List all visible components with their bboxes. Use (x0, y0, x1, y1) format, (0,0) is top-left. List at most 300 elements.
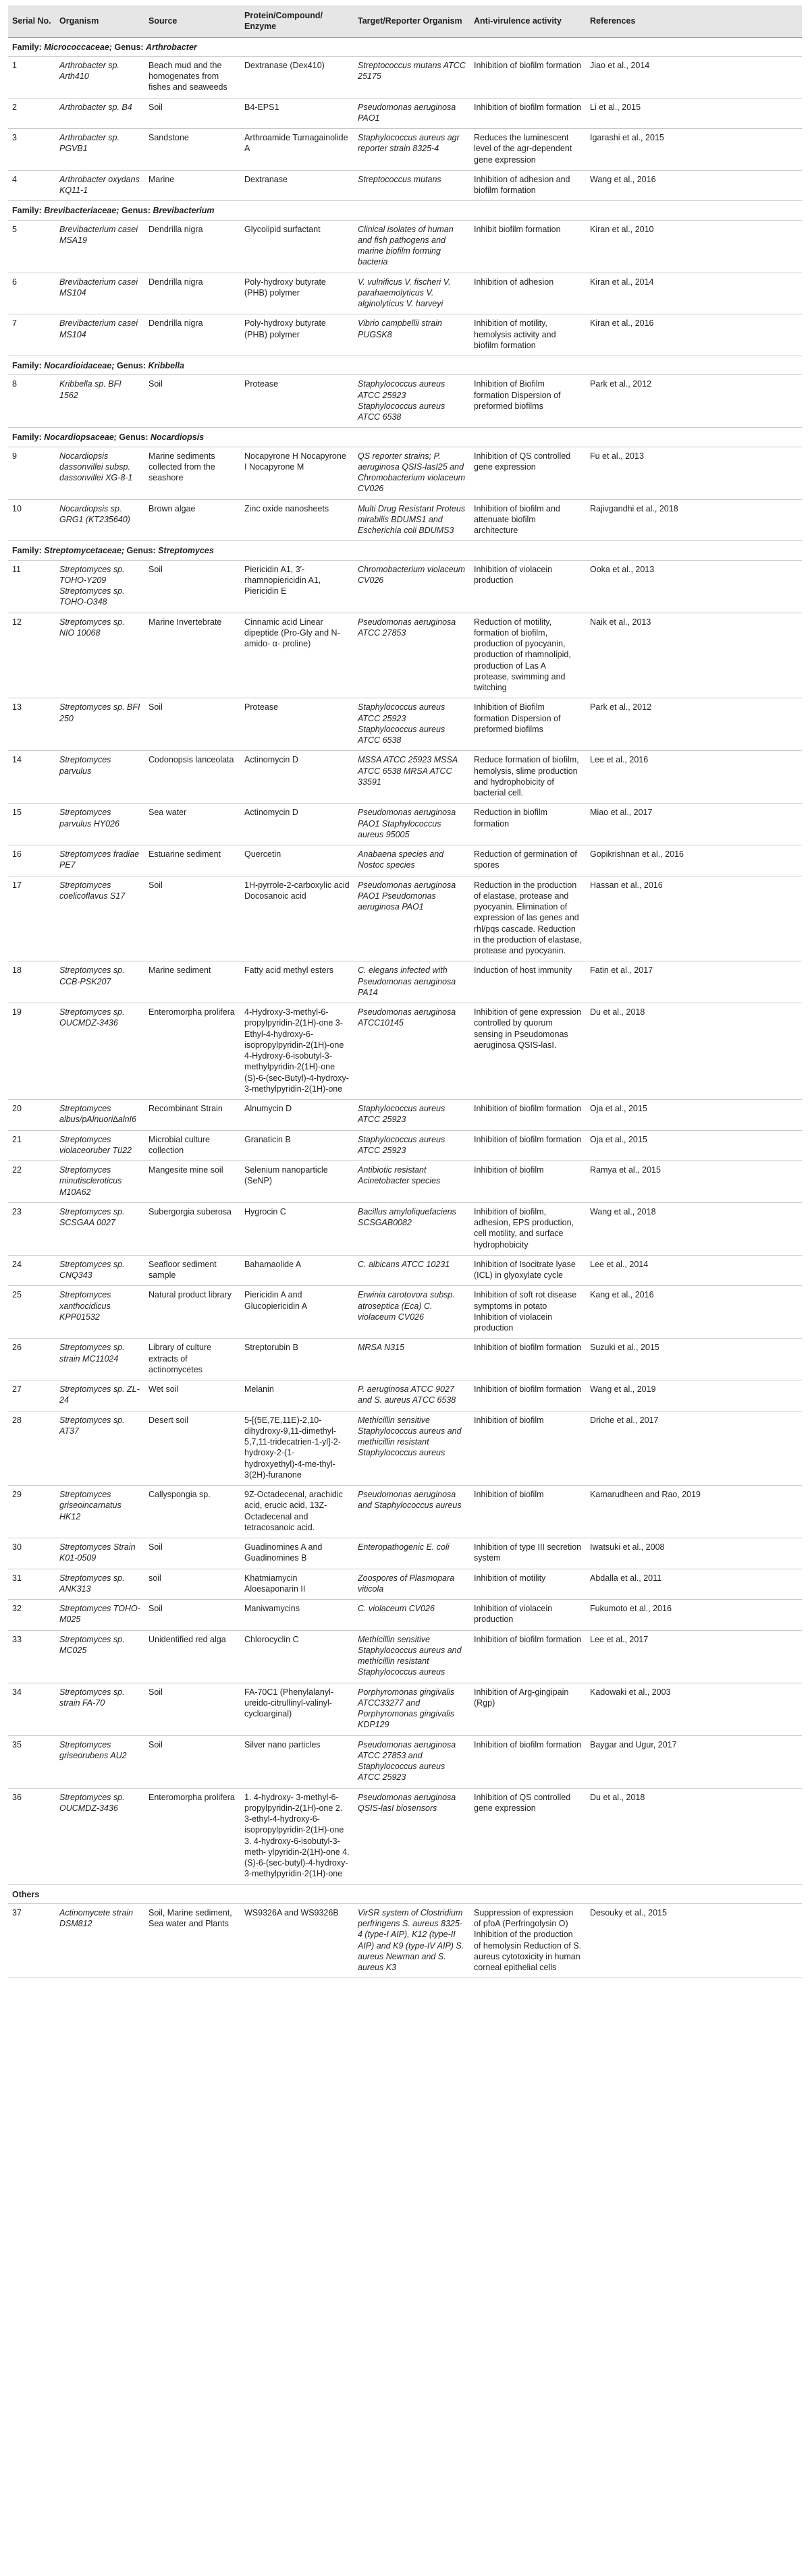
cell-compound: Poly-hydroxy butyrate (PHB) polymer (240, 273, 354, 314)
cell-target: C. elegans infected with Pseudomonas aeruginosa PA14 (354, 961, 470, 1003)
cell-activity: Inhibition of Biofilm formation Dispersion of preformed biofilms (470, 375, 586, 428)
cell-serial-no: 12 (8, 613, 55, 698)
cell-compound: Khatmiamycin Aloesaponarin II (240, 1569, 354, 1600)
cell-source: soil (144, 1569, 240, 1600)
cell-target: Methicillin sensitive Staphylococcus aureus and methicillin resistant Staphylococcus aureus (354, 1630, 470, 1683)
cell-activity: Inhibition of QS controlled gene expression (470, 447, 586, 499)
header-serial-no: Serial No. (8, 5, 55, 37)
cell-serial-no: 7 (8, 314, 55, 356)
cell-serial-no: 36 (8, 1788, 55, 1884)
cell-organism: Streptomyces sp. MC025 (55, 1630, 144, 1683)
cell-organism: Arthrobacter sp. B4 (55, 98, 144, 129)
cell-source: Beach mud and the homogenates from fishes and seaweeds (144, 56, 240, 98)
cell-source: Unidentified red alga (144, 1630, 240, 1683)
cell-activity: Inhibition of biofilm formation (470, 1339, 586, 1380)
cell-compound: FA-70C1 (Phenylalanyl-ureido-citrullinyl-valinyl-cycloarginal) (240, 1683, 354, 1735)
table-row (8, 876, 802, 961)
cell-activity: Inhibition of biofilm (470, 1161, 586, 1203)
cell-target: V. vulnificus V. fischeri V. parahaemolyticus V. alginolyticus V. harveyi (354, 273, 470, 314)
table-row (8, 845, 802, 876)
cell-organism: Kribbella sp. BFI 1562 (55, 375, 144, 428)
genus-label: Genus: (114, 42, 144, 52)
family-name: Streptomycetaceae; (44, 546, 125, 556)
cell-source: Wet soil (144, 1380, 240, 1411)
genus-name: Streptomyces (158, 546, 214, 556)
cell-activity: Inhibition of type III secretion system (470, 1538, 586, 1569)
cell-organism: Streptomyces sp. OUCMDZ-3436 (55, 1788, 144, 1884)
cell-compound: Actinomycin D (240, 804, 354, 845)
family-row (8, 1884, 802, 1903)
table-row (8, 220, 802, 273)
cell-serial-no: 6 (8, 273, 55, 314)
cell-organism: Streptomyces sp. SCSGAA 0027 (55, 1202, 144, 1255)
cell-organism: Actinomycete strain DSM812 (55, 1903, 144, 1978)
cell-serial-no: 3 (8, 129, 55, 171)
cell-compound: Maniwamycins (240, 1600, 354, 1631)
table-row (8, 129, 802, 171)
cell-target: Streptococcus mutans ATCC 25175 (354, 56, 470, 98)
cell-activity: Inhibition of biofilm (470, 1486, 586, 1538)
cell-serial-no: 28 (8, 1411, 55, 1486)
cell-serial-no: 5 (8, 220, 55, 273)
cell-serial-no: 35 (8, 1735, 55, 1788)
cell-reference: Kiran et al., 2010 (586, 220, 802, 273)
cell-serial-no: 18 (8, 961, 55, 1003)
cell-source: Microbial culture collection (144, 1130, 240, 1161)
cell-compound: WS9326A and WS9326B (240, 1903, 354, 1978)
family-heading (8, 356, 802, 375)
table-row (8, 1202, 802, 1255)
cell-activity: Reduction of motility, formation of biofilm, production of pyocyanin, production of rhamnolipid, production of Las A protease, swimming and twitching (470, 613, 586, 698)
cell-compound: Arthroamide Turnagainolide A (240, 129, 354, 171)
cell-reference: Igarashi et al., 2015 (586, 129, 802, 171)
cell-target: Methicillin sensitive Staphylococcus aureus and methicillin resistant Staphylococcus aureus (354, 1411, 470, 1486)
cell-serial-no: 26 (8, 1339, 55, 1380)
cell-activity: Inhibition of biofilm formation (470, 1630, 586, 1683)
cell-reference: Driche et al., 2017 (586, 1411, 802, 1486)
family-label: Family: (12, 42, 42, 52)
cell-compound: Cinnamic acid Linear dipeptide (Pro-Gly and N-amido- α- proline) (240, 613, 354, 698)
cell-reference: Kang et al., 2016 (586, 1286, 802, 1339)
cell-compound: Hygrocin C (240, 1202, 354, 1255)
cell-activity: Inhibition of Isocitrate lyase (ICL) in glyoxylate cycle (470, 1255, 586, 1286)
cell-serial-no: 31 (8, 1569, 55, 1600)
genus-name: Nocardiopsis (150, 432, 205, 443)
table-row (8, 560, 802, 613)
cell-source: Soil (144, 1538, 240, 1569)
cell-target: Pseudomonas aeruginosa ATCC 27853 (354, 613, 470, 698)
cell-activity: Induction of host immunity (470, 961, 586, 1003)
table-row (8, 314, 802, 356)
family-name: Nocardiopsaceae; (44, 432, 117, 443)
cell-reference: Jiao et al., 2014 (586, 56, 802, 98)
cell-serial-no: 14 (8, 751, 55, 804)
cell-target: Pseudomonas aeruginosa PAO1 Pseudomonas aeruginosa PAO1 (354, 876, 470, 961)
cell-source: Marine sediments collected from the seashore (144, 447, 240, 499)
family-row (8, 541, 802, 560)
cell-compound: B4-EPS1 (240, 98, 354, 129)
cell-target: C. violaceum CV026 (354, 1600, 470, 1631)
cell-source: Soil (144, 1683, 240, 1735)
cell-target: P. aeruginosa ATCC 9027 and S. aureus ATCC 6538 (354, 1380, 470, 1411)
cell-serial-no: 34 (8, 1683, 55, 1735)
cell-reference: Baygar and Ugur, 2017 (586, 1735, 802, 1788)
cell-organism: Streptomyces violaceoruber Tü22 (55, 1130, 144, 1161)
header-activity: Anti-virulence activity (470, 5, 586, 37)
cell-activity: Reduces the luminescent level of the agr-dependent gene expression (470, 129, 586, 171)
cell-source: Dendrilla nigra (144, 220, 240, 273)
cell-organism: Arthrobacter sp. PGVB1 (55, 129, 144, 171)
cell-reference: Oja et al., 2015 (586, 1130, 802, 1161)
table-row (8, 1538, 802, 1569)
cell-organism: Streptomyces sp. ZL-24 (55, 1380, 144, 1411)
cell-serial-no: 17 (8, 876, 55, 961)
genus-name: Kribbella (148, 361, 184, 370)
cell-source: Soil (144, 98, 240, 129)
table-body (8, 37, 802, 1978)
table-row (8, 1286, 802, 1339)
cell-organism: Streptomyces sp. strain MC11024 (55, 1339, 144, 1380)
cell-serial-no: 10 (8, 499, 55, 541)
cell-reference: Fukumoto et al., 2016 (586, 1600, 802, 1631)
cell-reference: Rajivgandhi et al., 2018 (586, 499, 802, 541)
table-row (8, 1903, 802, 1978)
cell-reference: Iwatsuki et al., 2008 (586, 1538, 802, 1569)
cell-serial-no: 1 (8, 56, 55, 98)
cell-source: Marine sediment (144, 961, 240, 1003)
cell-reference: Kiran et al., 2016 (586, 314, 802, 356)
cell-source: Brown algae (144, 499, 240, 541)
cell-activity: Inhibition of soft rot disease symptoms in potato Inhibition of violacein production (470, 1286, 586, 1339)
cell-target: Bacillus amyloliquefaciens SCSGAB0082 (354, 1202, 470, 1255)
genus-label: Genus: (116, 361, 146, 370)
cell-compound: Zinc oxide nanosheets (240, 499, 354, 541)
cell-source: Soil (144, 375, 240, 428)
cell-organism: Streptomyces sp. CNQ343 (55, 1255, 144, 1286)
cell-reference: Wang et al., 2019 (586, 1380, 802, 1411)
cell-activity: Inhibition of biofilm formation (470, 1130, 586, 1161)
cell-serial-no: 9 (8, 447, 55, 499)
cell-serial-no: 33 (8, 1630, 55, 1683)
cell-activity: Inhibition of gene expression controlled by quorum sensing in Pseudomonas aeruginosa QSIS-lasI. (470, 1003, 586, 1100)
cell-organism: Nocardiopsis sp. GRG1 (KT235640) (55, 499, 144, 541)
cell-target: QS reporter strains; P. aeruginosa QSIS-lasI25 and Chromobacterium violaceum CV026 (354, 447, 470, 499)
cell-serial-no: 32 (8, 1600, 55, 1631)
cell-reference: Li et al., 2015 (586, 98, 802, 129)
cell-reference: Hassan et al., 2016 (586, 876, 802, 961)
table-page (8, 5, 802, 1978)
cell-activity: Inhibition of biofilm formation (470, 1735, 586, 1788)
cell-organism: Streptomyces minutiscleroticus M10A62 (55, 1161, 144, 1203)
cell-compound: Streptorubin B (240, 1339, 354, 1380)
cell-activity: Reduction of germination of spores (470, 845, 586, 876)
cell-compound: Protease (240, 698, 354, 751)
cell-organism: Streptomyces sp. ANK313 (55, 1569, 144, 1600)
table-row (8, 375, 802, 428)
cell-compound: 1. 4-hydroxy- 3-methyl-6-propylpyridin-2(1H)-one 2. 3-ethyl-4-hydroxy-6-isopropylpyridin-2(1H)-one 3. 4-hydroxy-6-isobutyl-3-meth- ylpyridin-2(1H)-one 4. (S)-6-(sec-butyl)-4-hydroxy-3-methylpyridin-2(1H)-one (240, 1788, 354, 1884)
cell-serial-no: 16 (8, 845, 55, 876)
cell-reference: Desouky et al., 2015 (586, 1903, 802, 1978)
cell-target: Antibiotic resistant Acinetobacter species (354, 1161, 470, 1203)
cell-target: Staphylococcus aureus ATCC 25923 (354, 1130, 470, 1161)
cell-reference: Du et al., 2018 (586, 1003, 802, 1100)
cell-reference: Ramya et al., 2015 (586, 1161, 802, 1203)
cell-target: Pseudomonas aeruginosa QSIS-lasI biosensors (354, 1788, 470, 1884)
cell-activity: Reduction in the production of elastase, protease and pyocyanin. Elimination of expression of las genes and rhl/pqs cascade. Reduction in the production of elastase, protease and pyocyanin. (470, 876, 586, 961)
cell-organism: Arthrobacter sp. Arth410 (55, 56, 144, 98)
table-row (8, 1255, 802, 1286)
cell-compound: Glycolipid surfactant (240, 220, 354, 273)
table-header (8, 5, 802, 37)
table-row (8, 1569, 802, 1600)
cell-activity: Inhibition of adhesion and biofilm formation (470, 170, 586, 201)
cell-source: Desert soil (144, 1411, 240, 1486)
cell-source: Soil (144, 698, 240, 751)
actinobacteria-table (8, 5, 802, 1978)
cell-reference: Lee et al., 2016 (586, 751, 802, 804)
cell-organism: Streptomyces sp. AT37 (55, 1411, 144, 1486)
cell-source: Soil (144, 560, 240, 613)
cell-organism: Streptomyces parvulus HY026 (55, 804, 144, 845)
family-heading (8, 428, 802, 447)
cell-target: Streptococcus mutans (354, 170, 470, 201)
cell-serial-no: 27 (8, 1380, 55, 1411)
cell-organism: Brevibacterium casei MSA19 (55, 220, 144, 273)
cell-compound: Actinomycin D (240, 751, 354, 804)
cell-reference: Park et al., 2012 (586, 698, 802, 751)
table-row (8, 1130, 802, 1161)
cell-target: Zoospores of Plasmopara viticola (354, 1569, 470, 1600)
table-row (8, 1683, 802, 1735)
cell-source: Enteromorpha prolifera (144, 1003, 240, 1100)
cell-target: Porphyromonas gingivalis ATCC33277 and Porphyromonas gingivalis KDP129 (354, 1683, 470, 1735)
cell-serial-no: 19 (8, 1003, 55, 1100)
cell-source: Estuarine sediment (144, 845, 240, 876)
family-row (8, 37, 802, 56)
cell-reference: Lee et al., 2014 (586, 1255, 802, 1286)
table-row (8, 499, 802, 541)
cell-target: Pseudomonas aeruginosa PAO1 Staphylococcus aureus 95005 (354, 804, 470, 845)
cell-reference: Kamarudheen and Rao, 2019 (586, 1486, 802, 1538)
cell-compound: Fatty acid methyl esters (240, 961, 354, 1003)
cell-activity: Inhibition of violacein production (470, 560, 586, 613)
family-row (8, 201, 802, 220)
cell-organism: Streptomyces sp. strain FA-70 (55, 1683, 144, 1735)
cell-target: MSSA ATCC 25923 MSSA ATCC 6538 MRSA ATCC 33591 (354, 751, 470, 804)
table-row (8, 1380, 802, 1411)
cell-serial-no: 24 (8, 1255, 55, 1286)
cell-serial-no: 8 (8, 375, 55, 428)
cell-organism: Streptomyces fradiae PE7 (55, 845, 144, 876)
cell-source: Marine (144, 170, 240, 201)
cell-serial-no: 30 (8, 1538, 55, 1569)
cell-reference: Park et al., 2012 (586, 375, 802, 428)
cell-serial-no: 21 (8, 1130, 55, 1161)
cell-reference: Miao et al., 2017 (586, 804, 802, 845)
cell-source: Marine Invertebrate (144, 613, 240, 698)
cell-reference: Naik et al., 2013 (586, 613, 802, 698)
table-row (8, 613, 802, 698)
cell-organism: Streptomyces coelicoflavus S17 (55, 876, 144, 961)
cell-activity: Inhibition of adhesion (470, 273, 586, 314)
table-row (8, 98, 802, 129)
cell-organism: Streptomyces sp. CCB-PSK207 (55, 961, 144, 1003)
cell-source: Codonopsis lanceolata (144, 751, 240, 804)
header-references: References (586, 5, 802, 37)
cell-source: Soil (144, 876, 240, 961)
cell-compound: Piericidin A and Glucopiericidin A (240, 1286, 354, 1339)
cell-reference: Fu et al., 2013 (586, 447, 802, 499)
cell-target: Enteropathogenic E. coli (354, 1538, 470, 1569)
cell-activity: Inhibition of violacein production (470, 1600, 586, 1631)
family-label: Family: (12, 206, 42, 216)
family-heading (8, 541, 802, 560)
cell-serial-no: 11 (8, 560, 55, 613)
cell-target: C. albicans ATCC 10231 (354, 1255, 470, 1286)
header-compound: Protein/Compound/ Enzyme (240, 5, 354, 37)
table-row (8, 961, 802, 1003)
header-row (8, 5, 802, 37)
cell-source: Soil, Marine sediment, Sea water and Plants (144, 1903, 240, 1978)
header-target: Target/Reporter Organism (354, 5, 470, 37)
cell-serial-no: 29 (8, 1486, 55, 1538)
cell-compound: 4-Hydroxy-3-methyl-6-propylpyridin-2(1H)-one 3-Ethyl-4-hydroxy-6-isopropylpyridin-2(1H)-one 4-Hydroxy-6-isobutyl-3-methylpyridin-2(1H)-one (S)-6-(sec-Butyl)-4-hydroxy-3-methylpyridin-2(1H)-one (240, 1003, 354, 1100)
table-row (8, 447, 802, 499)
cell-organism: Streptomyces parvulus (55, 751, 144, 804)
cell-compound: Silver nano particles (240, 1735, 354, 1788)
table-row (8, 1788, 802, 1884)
table-row (8, 273, 802, 314)
table-row (8, 698, 802, 751)
cell-target: Multi Drug Resistant Proteus mirabilis BDUMS1 and Escherichia coli BDUMS3 (354, 499, 470, 541)
family-heading (8, 201, 802, 220)
cell-target: Staphylococcus aureus ATCC 25923 (354, 1100, 470, 1131)
cell-source: Soil (144, 1735, 240, 1788)
cell-compound: Alnumycin D (240, 1100, 354, 1131)
header-source: Source (144, 5, 240, 37)
table-row (8, 1003, 802, 1100)
table-row (8, 804, 802, 845)
cell-activity: Inhibition of motility, hemolysis activity and biofilm formation (470, 314, 586, 356)
cell-source: Enteromorpha prolifera (144, 1788, 240, 1884)
cell-organism: Brevibacterium casei MS104 (55, 314, 144, 356)
table-row (8, 170, 802, 201)
cell-activity: Inhibition of biofilm (470, 1411, 586, 1486)
cell-compound: 9Z-Octadecenal, arachidic acid, erucic acid, 13Z-Octadecenal and tetracosanoic acid. (240, 1486, 354, 1538)
cell-compound: 5-[(5E,7E,11E)-2,10-dihydroxy-9,11-dimethyl-5,7,11-tridecatrien-1-yl]-2-hydroxy-2-(1-hydroxyethyl)-4-me-thyl-3(2H)-furanone (240, 1411, 354, 1486)
cell-compound: Melanin (240, 1380, 354, 1411)
family-row (8, 428, 802, 447)
table-row (8, 1411, 802, 1486)
cell-reference: Wang et al., 2018 (586, 1202, 802, 1255)
cell-organism: Streptomyces xanthocidicus KPP01532 (55, 1286, 144, 1339)
genus-label: Genus: (126, 546, 156, 556)
cell-reference: Du et al., 2018 (586, 1788, 802, 1884)
cell-target: Clinical isolates of human and fish pathogens and marine biofilm forming bacteria (354, 220, 470, 273)
cell-target: MRSA N315 (354, 1339, 470, 1380)
cell-source: Callyspongia sp. (144, 1486, 240, 1538)
cell-target: Pseudomonas aeruginosa ATCC 27853 and Staphylococcus aureus ATCC 25923 (354, 1735, 470, 1788)
cell-reference: Lee et al., 2017 (586, 1630, 802, 1683)
cell-compound: 1H-pyrrole-2-carboxylic acid Docosanoic acid (240, 876, 354, 961)
cell-serial-no: 37 (8, 1903, 55, 1978)
cell-activity: Inhibit biofilm formation (470, 220, 586, 273)
cell-source: Seafloor sediment sample (144, 1255, 240, 1286)
cell-source: Sea water (144, 804, 240, 845)
table-row (8, 1735, 802, 1788)
family-label: Others (12, 1889, 40, 1899)
cell-activity: Reduce formation of biofilm, hemolysis, slime production and hydrophobicity of bacterial cell. (470, 751, 586, 804)
table-row (8, 1630, 802, 1683)
cell-compound: Protease (240, 375, 354, 428)
cell-target: Staphylococcus aureus agr reporter strain 8325-4 (354, 129, 470, 171)
cell-reference: Abdalla et al., 2011 (586, 1569, 802, 1600)
cell-serial-no: 23 (8, 1202, 55, 1255)
cell-activity: Inhibition of motility (470, 1569, 586, 1600)
table-row (8, 56, 802, 98)
cell-organism: Streptomyces sp. BFI 250 (55, 698, 144, 751)
cell-activity: Inhibition of QS controlled gene expression (470, 1788, 586, 1884)
cell-serial-no: 20 (8, 1100, 55, 1131)
cell-serial-no: 22 (8, 1161, 55, 1203)
cell-organism: Brevibacterium casei MS104 (55, 273, 144, 314)
cell-target: Pseudomonas aeruginosa PAO1 (354, 98, 470, 129)
cell-organism: Streptomyces sp. OUCMDZ-3436 (55, 1003, 144, 1100)
cell-source: Recombinant Strain (144, 1100, 240, 1131)
genus-name: Arthrobacter (146, 42, 197, 52)
cell-reference: Gopikrishnan et al., 2016 (586, 845, 802, 876)
family-heading (8, 1884, 802, 1903)
cell-compound: Dextranase (Dex410) (240, 56, 354, 98)
genus-label: Genus: (119, 432, 148, 443)
cell-organism: Streptomyces albus/pAlnuori∆alnI6 (55, 1100, 144, 1131)
cell-activity: Inhibition of Biofilm formation Dispersion of preformed biofilms (470, 698, 586, 751)
table-row (8, 1100, 802, 1131)
cell-organism: Arthrobacter oxydans KQ11-1 (55, 170, 144, 201)
family-heading (8, 37, 802, 56)
cell-compound: Bahamaolide A (240, 1255, 354, 1286)
cell-target: Anabaena species and Nostoc species (354, 845, 470, 876)
genus-name: Brevibacterium (153, 206, 215, 216)
cell-activity: Reduction in biofilm formation (470, 804, 586, 845)
cell-source: Soil (144, 1600, 240, 1631)
table-row (8, 1486, 802, 1538)
cell-organism: Streptomyces Strain K01-0509 (55, 1538, 144, 1569)
header-organism: Organism (55, 5, 144, 37)
cell-organism: Streptomyces griseoincarnatus HK12 (55, 1486, 144, 1538)
cell-compound: Granaticin B (240, 1130, 354, 1161)
cell-serial-no: 15 (8, 804, 55, 845)
cell-activity: Suppression of expression of pfoA (Perfringolysin O) Inhibition of the production of hemolysin Reduction of S. aureus cytotoxicity in human corneal epithelial cells (470, 1903, 586, 1978)
table-row (8, 1161, 802, 1203)
cell-compound: Nocapyrone H Nocapyrone I Nocapyrone M (240, 447, 354, 499)
cell-serial-no: 2 (8, 98, 55, 129)
cell-activity: Inhibition of biofilm formation (470, 1380, 586, 1411)
family-name: Nocardioidaceae; (44, 361, 115, 370)
family-label: Family: (12, 546, 42, 556)
cell-target: Pseudomonas aeruginosa ATCC10145 (354, 1003, 470, 1100)
cell-compound: Guadinomines A and Guadinomines B (240, 1538, 354, 1569)
cell-target: Erwinia carotovora subsp. atroseptica (Eca) C. violaceum CV026 (354, 1286, 470, 1339)
genus-label: Genus: (121, 206, 151, 216)
cell-source: Library of culture extracts of actinomycetes (144, 1339, 240, 1380)
cell-activity: Inhibition of biofilm, adhesion, EPS production, cell motility, and surface hydrophobicity (470, 1202, 586, 1255)
cell-target: Vibrio campbellii strain PUGSK8 (354, 314, 470, 356)
cell-reference: Suzuki et al., 2015 (586, 1339, 802, 1380)
cell-activity: Inhibition of biofilm formation (470, 98, 586, 129)
cell-reference: Wang et al., 2016 (586, 170, 802, 201)
cell-compound: Quercetin (240, 845, 354, 876)
